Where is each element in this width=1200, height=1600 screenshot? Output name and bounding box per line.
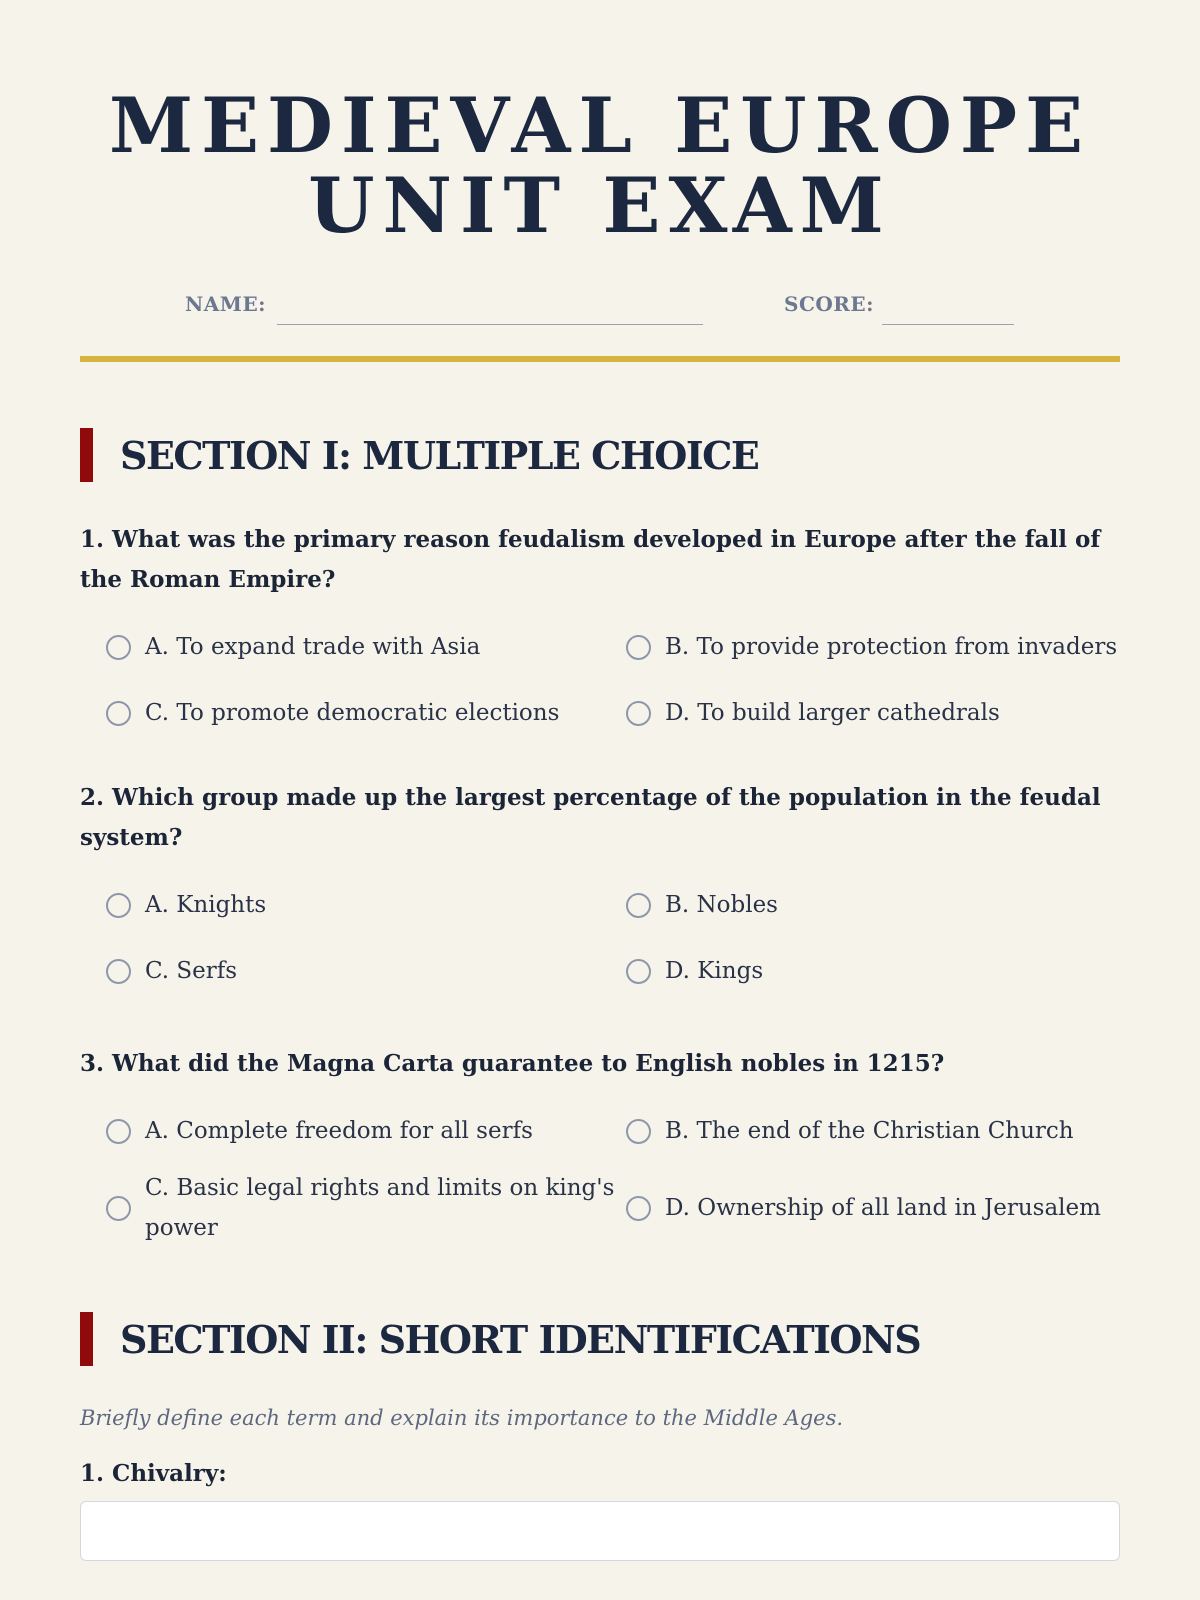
title-line-2: UNIT EXAM (308, 161, 892, 250)
section-2-instructions: Briefly define each term and explain its importance to the Middle Ages. (80, 1406, 844, 1430)
radio-button[interactable] (106, 1196, 131, 1221)
radio-button[interactable] (626, 1196, 651, 1221)
question-1: 1. What was the primary reason feudalism developed in Europe after the fall of the Roman Empire? (80, 526, 1101, 593)
radio-button[interactable] (626, 893, 651, 918)
question-1-options (106, 618, 1120, 742)
option-label: D. Ownership of all land in Jerusalem (665, 1195, 1101, 1221)
radio-button[interactable] (626, 635, 651, 660)
radio-button[interactable] (626, 959, 651, 984)
score-label: SCORE: (784, 292, 875, 316)
radio-button[interactable] (106, 635, 131, 660)
question-3-options (106, 1102, 1120, 1248)
q1-option-c[interactable] (106, 684, 626, 742)
section-2-header (80, 1312, 1120, 1366)
q1-option-d[interactable] (626, 684, 1146, 742)
radio-button[interactable] (106, 701, 131, 726)
radio-button[interactable] (626, 1119, 651, 1144)
section-accent-bar (80, 428, 93, 482)
option-label: D. Kings (665, 958, 764, 984)
q3-option-d[interactable] (626, 1168, 1146, 1248)
section-1-title: SECTION I: MULTIPLE CHOICE (120, 432, 759, 478)
q3-option-c[interactable] (106, 1168, 626, 1248)
q3-option-b[interactable] (626, 1102, 1146, 1160)
question-2: 2. Which group made up the largest percentage of the population in the feudal system? (80, 784, 1101, 851)
option-label: C. To promote democratic elections (145, 700, 560, 726)
option-label: B. Nobles (665, 892, 778, 918)
name-label: NAME: (185, 292, 267, 316)
q3-option-a[interactable] (106, 1102, 626, 1160)
option-label: C. Basic legal rights and limits on king's power (145, 1175, 615, 1241)
section-1-header (80, 428, 1120, 482)
term-1-answer-field[interactable] (80, 1501, 1120, 1561)
title-line-1: MEDIEVAL EUROPE (108, 81, 1091, 170)
option-label: B. The end of the Christian Church (665, 1118, 1074, 1144)
radio-button[interactable] (626, 701, 651, 726)
q1-option-a[interactable] (106, 618, 626, 676)
q2-option-b[interactable] (626, 876, 1146, 934)
q2-option-a[interactable] (106, 876, 626, 934)
question-2-options (106, 876, 1120, 1000)
option-label: A. Knights (145, 892, 267, 918)
question-3: 3. What did the Magna Carta guarantee to English nobles in 1215? (80, 1050, 945, 1077)
q1-option-b[interactable] (626, 618, 1146, 676)
radio-button[interactable] (106, 893, 131, 918)
option-label: C. Serfs (145, 958, 238, 984)
section-2-title: SECTION II: SHORT IDENTIFICATIONS (120, 1316, 921, 1362)
option-label: D. To build larger cathedrals (665, 700, 1000, 726)
option-label: A. Complete freedom for all serfs (145, 1118, 533, 1144)
name-field[interactable] (277, 324, 703, 325)
term-1-label: 1. Chivalry: (80, 1460, 227, 1487)
gold-divider (80, 356, 1120, 362)
exam-title (80, 0, 1120, 250)
section-accent-bar (80, 1312, 93, 1366)
name-score-row (80, 274, 1120, 324)
q2-option-d[interactable] (626, 942, 1146, 1000)
option-label: B. To provide protection from invaders (665, 634, 1118, 660)
radio-button[interactable] (106, 959, 131, 984)
score-field[interactable] (882, 324, 1014, 325)
option-label: A. To expand trade with Asia (145, 634, 481, 660)
radio-button[interactable] (106, 1119, 131, 1144)
q2-option-c[interactable] (106, 942, 626, 1000)
